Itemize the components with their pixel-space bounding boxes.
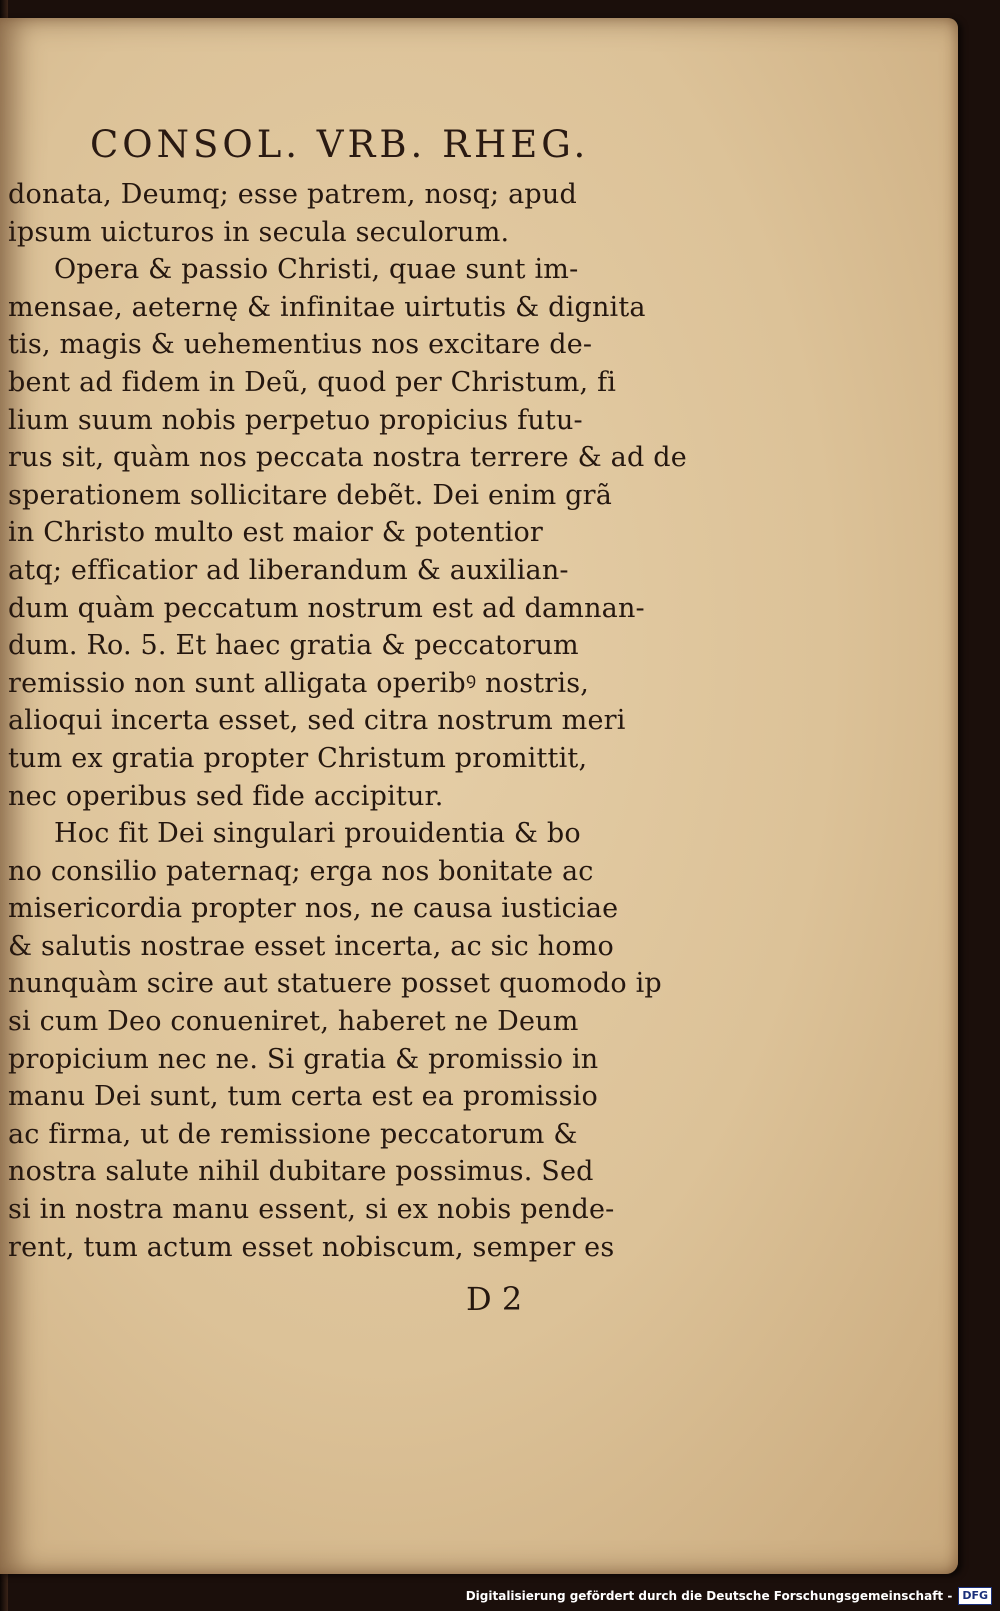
text-line: alioqui incerta esset, sed citra nostrum meri [8, 705, 626, 737]
text-line: manu Dei sunt, tum certa est ea promissio [8, 1081, 598, 1113]
text-line: tum ex gratia propter Christum promittit, [8, 742, 588, 774]
text-line: bent ad fidem in Deũ, quod per Christum, fi [8, 366, 617, 398]
text-line: remissio non sunt alligata operibꝰ nostris, [8, 667, 590, 699]
text-line: rent, tum actum esset nobiscum, semper es [8, 1231, 615, 1263]
text-line: dum quàm peccatum nostrum est ad damnan- [8, 592, 645, 624]
text-line: Hoc fit Dei singulari prouidentia & bo [54, 818, 581, 850]
text-line: Opera & passio Christi, quae sunt im- [54, 254, 579, 286]
text-line: nostra salute nihil dubitare possimus. Sed [8, 1156, 594, 1188]
text-line: dum. Ro. 5. Et haec gratia & peccatorum [8, 630, 579, 662]
text-line: misericordia propter nos, ne causa iusticiae [8, 893, 619, 925]
digitization-credit [466, 1583, 992, 1609]
signature-mark: D 2 [466, 1280, 523, 1318]
text-line: propicium nec ne. Si gratia & promissio in [8, 1043, 599, 1075]
text-line: tis, magis & uehementius nos excitare de- [8, 329, 593, 361]
text-line: nec operibus sed fide accipitur. [8, 780, 444, 812]
book-page [0, 18, 958, 1574]
text-line: lium suum nobis perpetuo propicius futu- [8, 404, 583, 436]
text-line: & salutis nostrae esset incerta, ac sic homo [8, 930, 614, 962]
text-line: si cum Deo conueniret, haberet ne Deum [8, 1006, 579, 1038]
running-head: CONSOL. VRB. RHEG. [90, 123, 590, 166]
text-line: no consilio paternaq; erga nos bonitate ac [8, 855, 594, 887]
text-line: sperationem sollicitare debẽt. Dei enim grã [8, 479, 613, 511]
dfg-logo: DFG [958, 1587, 992, 1605]
credit-text: Digitalisierung gefördert durch die Deutsche Forschungsgemeinschaft - [465, 1589, 953, 1603]
text-line: ipsum uicturos in secula seculorum. [8, 216, 510, 248]
text-line: donata, Deumq; esse patrem, nosq; apud [8, 179, 577, 210]
text-line: atq; efficatior ad liberandum & auxilian- [8, 554, 569, 586]
text-line: mensae, aeternę & infinitae uirtutis & dignita [8, 291, 646, 323]
text-block [8, 176, 687, 1266]
text-line: ac firma, ut de remissione peccatorum & [8, 1118, 578, 1150]
text-line: si in nostra manu essent, si ex nobis pende- [8, 1194, 615, 1226]
text-line: nunquàm scire aut statuere posset quomodo ip [8, 968, 662, 1000]
text-line: rus sit, quàm nos peccata nostra terrere & ad de [8, 442, 687, 474]
text-line: in Christo multo est maior & potentior [8, 517, 544, 549]
